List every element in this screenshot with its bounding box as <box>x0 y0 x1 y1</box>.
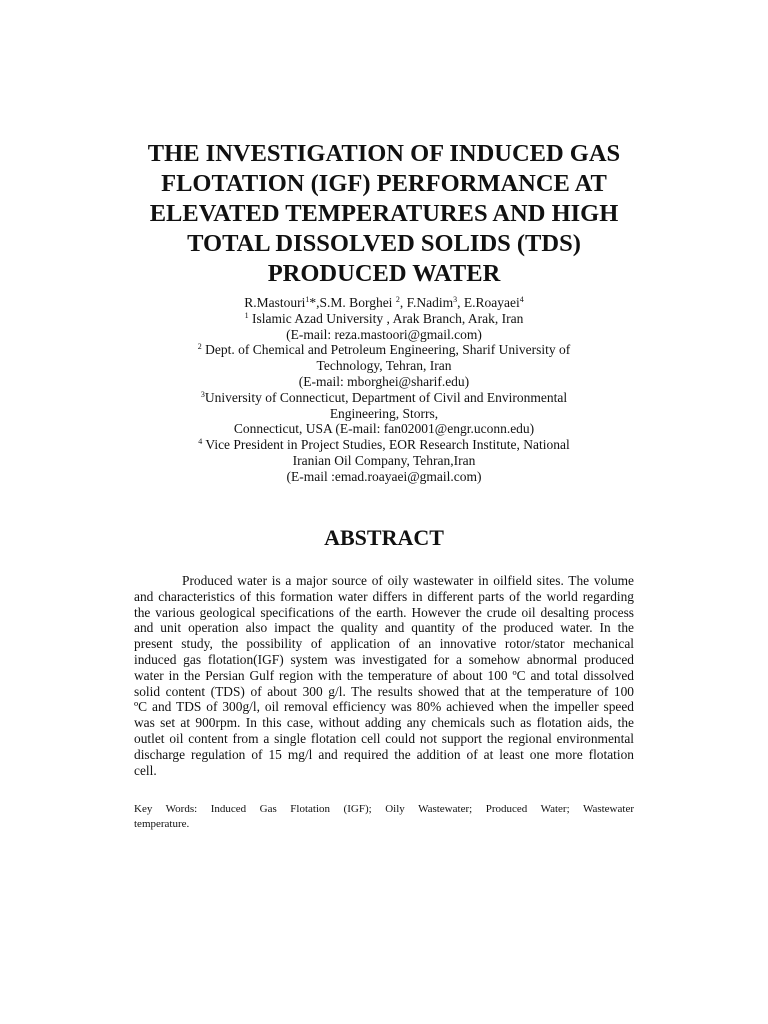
affiliation-line: Technology, Tehran, Iran <box>316 358 452 374</box>
affiliation-marker: 4 <box>198 437 203 447</box>
paper-title <box>134 139 634 289</box>
affiliation-line <box>134 437 634 453</box>
abstract-line: induced gas flotation(IGF) system was investigated for a somehow abnormal produced <box>134 651 634 667</box>
affiliation-text: Dept. of Chemical and Petroleum Engineering, Sharif University of <box>201 342 571 358</box>
title-line: FLOTATION (IGF) PERFORMANCE AT <box>161 170 607 197</box>
abstract-heading: ABSTRACT <box>324 525 444 550</box>
affiliation-marker: 1 <box>305 295 310 304</box>
author-name: S.M. Borghei <box>319 295 396 310</box>
affiliation-marker: 2 <box>197 342 202 352</box>
author-name: R.Mastouri <box>244 295 306 310</box>
affiliation-email: (E-mail: reza.mastoori@gmail.com) <box>286 326 482 342</box>
keywords-line: temperature. <box>134 817 190 830</box>
abstract-paragraph <box>134 573 634 778</box>
abstract-line: ºC and TDS of 300g/l, oil removal efficiency was 80% achieved when the impeller speed <box>134 699 634 715</box>
abstract-line: water in the Persian Gulf region with the temperature of about 100 ºC and total dissolved <box>134 667 634 683</box>
abstract-line: Produced water is a major source of oily wastewater in oilfield sites. The volume <box>182 573 634 588</box>
author-list <box>134 295 634 311</box>
affiliation-marker: 4 <box>519 295 524 304</box>
affiliation-email: (E-mail :emad.roayaei@gmail.com) <box>286 468 482 484</box>
abstract-line: the various geological specifications of the earth. However the crude oil desalting process <box>134 604 634 620</box>
affiliation-text: University of Connecticut, Department of Civil and Environmental <box>204 389 568 405</box>
affiliation-marker: 3 <box>200 389 205 399</box>
affiliation-line: Iranian Oil Company, Tehran,Iran <box>292 452 476 468</box>
affiliation-line: Connecticut, USA (E-mail: fan02001@engr.uconn.edu) <box>233 421 535 437</box>
author-name: , E.Roayaei <box>457 295 520 310</box>
title-line: THE INVESTIGATION OF INDUCED GAS <box>147 140 621 167</box>
author-name: , F.Nadim <box>399 295 454 310</box>
affiliation-line <box>134 342 634 358</box>
title-line: ELEVATED TEMPERATURES AND HIGH <box>149 200 619 227</box>
corresponding-marker: *, <box>309 295 320 310</box>
abstract-line: solid content (TDS) of about 300 g/l. The results showed that at the temperature of 100 <box>134 683 634 699</box>
abstract-line: and characteristics of this formation water differs in different parts of the world regarding <box>134 588 634 604</box>
affiliation-marker: 1 <box>244 310 249 320</box>
affiliation-text: Islamic Azad University , Arak Branch, Arak, Iran <box>248 310 524 326</box>
abstract-line: and unit operation also impact the quality and quantity of the produced water. In the <box>134 620 634 636</box>
affiliation-email: (E-mail: mborghei@sharif.edu) <box>298 373 470 389</box>
affiliation-line: Engineering, Storrs, <box>329 405 439 421</box>
title-line: TOTAL DISSOLVED SOLIDS (TDS) <box>187 230 581 257</box>
abstract-line: cell. <box>134 762 157 778</box>
keywords-paragraph <box>134 802 634 831</box>
title-line: PRODUCED WATER <box>267 260 501 287</box>
affiliation-text: Vice President in Project Studies, EOR Research Institute, National <box>202 437 570 453</box>
affiliation-line <box>134 311 634 327</box>
keywords-line: Key Words: Induced Gas Flotation (IGF); Oily Wastewater; Produced Water; Wastewater <box>134 803 634 815</box>
abstract-line: discharge regulation of 15 mg/l and required the addition of at least one more flotation <box>134 746 634 762</box>
affiliation-marker: 3 <box>453 295 458 304</box>
abstract-line: was set at 900rpm. In this case, without adding any chemicals such as flotation aids, the <box>134 715 634 731</box>
abstract-line: outlet oil content from a single flotation cell could not support the regional environmental <box>134 730 634 746</box>
affiliation-marker: 2 <box>395 295 400 304</box>
author-block <box>134 295 634 485</box>
affiliation-line <box>134 390 634 406</box>
abstract-line: present study, the possibility of application of an innovative rotor/stator mechanical <box>134 636 634 652</box>
